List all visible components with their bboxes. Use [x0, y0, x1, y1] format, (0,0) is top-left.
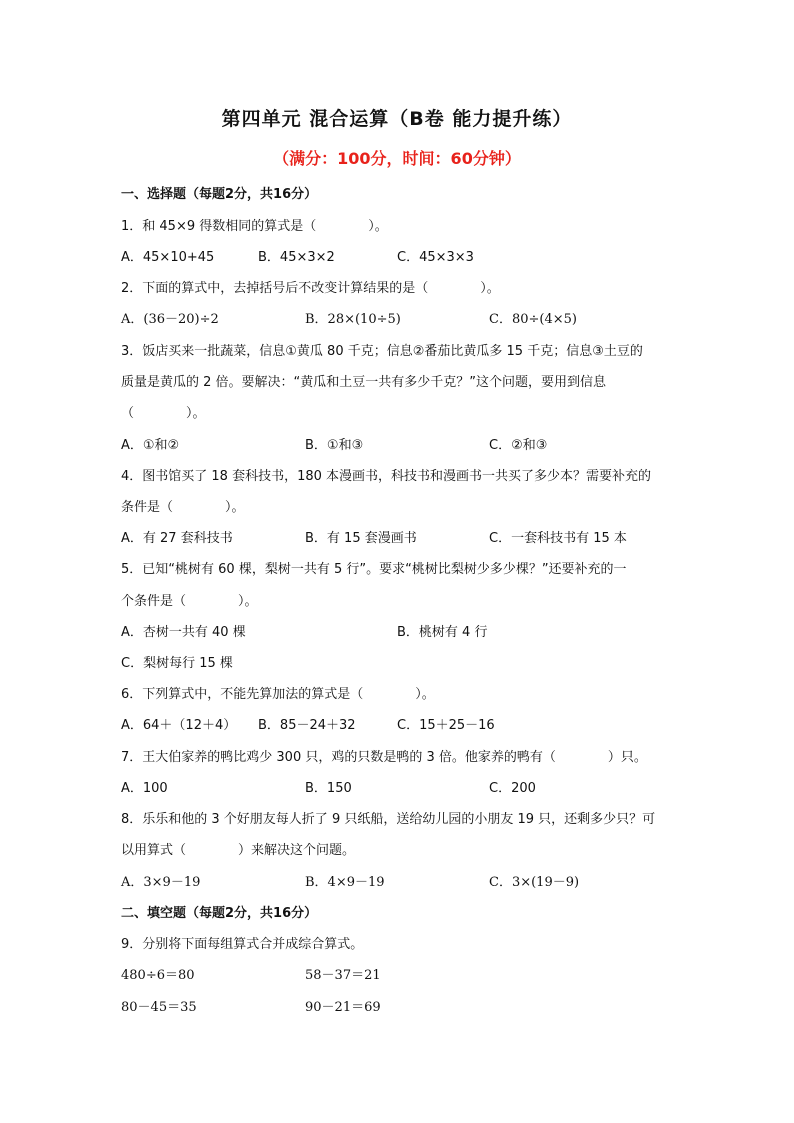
question-4-option-c: C．一套科技书有 15 本	[489, 531, 627, 546]
question-6-option-b: B．85－24＋32	[258, 718, 356, 733]
question-3-line-1: 3．饭店买来一批蔬菜，信息①黄瓜 80 千克；信息②番茄比黄瓜多 15 千克；信息③土豆的	[121, 344, 643, 359]
question-4-line-2: 条件是（ ）。	[121, 500, 245, 515]
question-3-option-c: C．②和③	[489, 438, 548, 453]
question-7-option-c: C．200	[489, 781, 536, 796]
section-heading-fill: 二、填空题（每题2分，共16分）	[121, 906, 318, 921]
question-3-line-2: 质量是黄瓜的 2 倍。要解决：“黄瓜和土豆一共有多少千克？”这个问题，要用到信息	[121, 375, 607, 390]
question-5-option-a: A．杏树一共有 40 棵	[121, 625, 246, 640]
question-2-option-a: A．(36－20)÷2	[121, 312, 219, 327]
question-9-equation-1: 480÷6＝80	[121, 968, 195, 983]
question-9-equation-2: 58－37＝21	[305, 968, 381, 983]
question-5-line-2: 个条件是（ ）。	[121, 594, 258, 609]
question-9-stem: 9．分别将下面每组算式合并成综合算式。	[121, 937, 364, 952]
question-3-line-3: （ ）。	[121, 406, 206, 421]
question-2-stem: 2．下面的算式中，去掉括号后不改变计算结果的是（ ）。	[121, 281, 500, 296]
question-6-option-a: A．64＋（12＋4）	[121, 718, 237, 733]
question-2-option-c: C．80÷(4×5)	[489, 312, 577, 327]
question-2-option-b: B．28×(10÷5)	[305, 312, 401, 327]
question-6-option-c: C．15＋25－16	[397, 718, 495, 733]
question-8-option-b: B．4×9－19	[305, 875, 385, 890]
question-7-option-a: A．100	[121, 781, 168, 796]
question-4-option-b: B．有 15 套漫画书	[305, 531, 417, 546]
question-6-stem: 6．下列算式中，不能先算加法的算式是（ ）。	[121, 687, 435, 702]
question-5-option-b: B．桃树有 4 行	[397, 625, 488, 640]
question-1-option-b: B．45×3×2	[258, 250, 335, 265]
question-5-line-1: 5．已知“桃树有 60 棵，梨树一共有 5 行”。要求“桃树比梨树少多少棵？”还要补充的一	[121, 562, 627, 577]
question-3-option-b: B．①和③	[305, 438, 364, 453]
question-9-equation-3: 80－45＝35	[121, 1000, 197, 1015]
question-5-option-c: C．梨树每行 15 棵	[121, 656, 233, 671]
question-8-option-a: A．3×9－19	[121, 875, 201, 890]
question-1-option-a: A．45×10+45	[121, 250, 215, 265]
section-heading-choice: 一、选择题（每题2分，共16分）	[121, 187, 318, 202]
question-3-option-a: A．①和②	[121, 438, 180, 453]
question-9-equation-4: 90－21＝69	[305, 1000, 381, 1015]
question-4-line-1: 4．图书馆买了 18 套科技书，180 本漫画书，科技书和漫画书一共买了多少本？需要补充的	[121, 469, 652, 484]
page-subtitle: （满分：100分，时间：60分钟）	[273, 149, 521, 168]
page-title: 第四单元 混合运算（B卷 能力提升练）	[221, 108, 573, 130]
question-4-option-a: A．有 27 套科技书	[121, 531, 233, 546]
question-8-option-c: C．3×(19－9)	[489, 875, 580, 890]
question-8-line-1: 8．乐乐和他的 3 个好朋友每人折了 9 只纸船，送给幼儿园的小朋友 19 只，还剩多少只？可	[121, 812, 656, 827]
question-7-stem: 7．王大伯家养的鸭比鸡少 300 只，鸡的只数是鸭的 3 倍。他家养的鸭有（ ）只。	[121, 750, 647, 765]
question-7-option-b: B．150	[305, 781, 352, 796]
question-1-option-c: C．45×3×3	[397, 250, 474, 265]
question-1-stem: 1．和 45×9 得数相同的算式是（ ）。	[121, 219, 388, 234]
question-8-line-2: 以用算式（ ）来解决这个问题。	[121, 843, 356, 858]
